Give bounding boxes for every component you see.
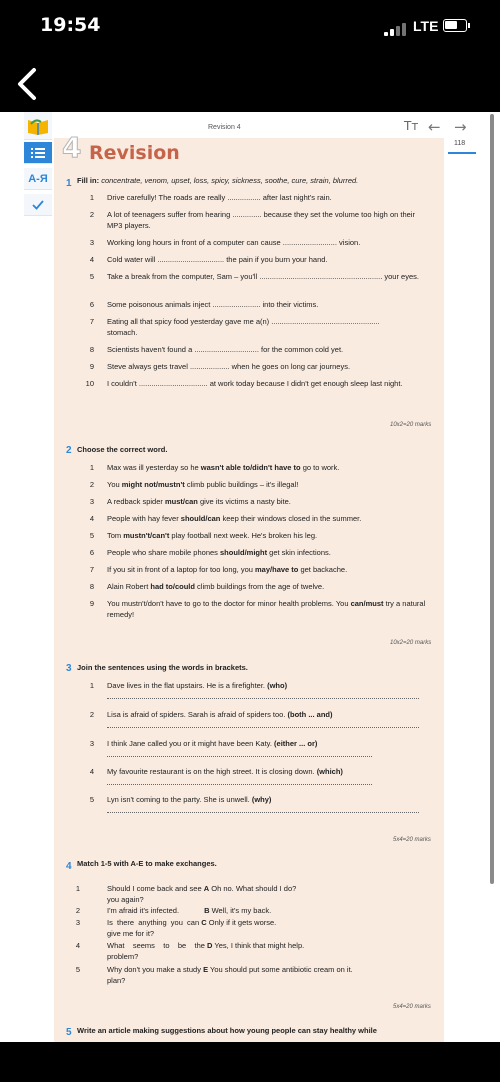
page-number-underline <box>448 152 476 154</box>
arrow-right-icon[interactable]: → <box>454 118 467 136</box>
exercise-item: My favourite restaurant is on the high street. It is closing down. (which) <box>107 767 343 776</box>
exercise-item: You might not/mustn't climb public buildings – it's illegal! <box>107 480 299 489</box>
dictionary-button[interactable]: А-Я <box>24 168 52 190</box>
exercise-item: I think Jane called you or it might have been Katy. (either ... or) <box>107 739 318 748</box>
task-heading <box>77 176 437 185</box>
item-number: 1 <box>89 463 94 472</box>
item-number: 3 <box>89 497 94 506</box>
task-heading: Choose the correct word. <box>77 445 168 454</box>
exercise-item: People who share mobile phones should/might get skin infections. <box>107 548 331 557</box>
page-title: Revision <box>89 142 180 164</box>
exercise-item: Drive carefully! The roads are really ................ after last night's rain. <box>107 193 332 202</box>
status-bar <box>0 0 500 56</box>
nav-bar <box>0 56 500 112</box>
exercise-item: A lot of teenagers suffer from hearing .............. because they set the volume too high on their MP3 players. <box>107 210 415 230</box>
exercise-item: Some poisonous animals inject ....................... into their victims. <box>107 300 319 309</box>
task-instruction: Fill in: <box>77 176 100 185</box>
item-number: 1 <box>75 884 80 893</box>
answer-line[interactable] <box>107 784 372 785</box>
network-label: LTE <box>413 18 439 34</box>
item-number: 6 <box>89 300 94 309</box>
check-icon[interactable] <box>24 194 52 216</box>
item-number: 7 <box>89 317 94 326</box>
exercise-item: Take a break from the computer, Sam – you'll ........................................................... your eyes. <box>107 272 419 281</box>
task-number: 5 <box>66 1027 72 1038</box>
item-number: 3 <box>89 739 94 748</box>
item-number: 5 <box>89 531 94 540</box>
exercise-item: Eating all that spicy food yesterday gave me a(n) .................................................... stomach. <box>107 317 380 337</box>
match-line: Should I come back and see A Oh no. What should I do? <box>107 884 297 893</box>
item-number: 2 <box>89 710 94 719</box>
item-number: 4 <box>89 255 94 264</box>
item-number: 2 <box>89 210 94 219</box>
bottom-bar <box>0 1042 500 1082</box>
match-line: problem? <box>107 952 139 961</box>
exercise-item: If you sit in front of a laptop for too long, you may/have to get backache. <box>107 565 348 574</box>
task-number: 1 <box>66 178 72 189</box>
book-icon[interactable] <box>24 112 52 140</box>
marks-label: 10x2=20 marks <box>390 640 432 646</box>
list-icon[interactable] <box>24 142 52 164</box>
side-toolbar <box>24 112 52 1042</box>
task-number: 2 <box>66 445 72 456</box>
item-number: 5 <box>75 965 80 974</box>
answer-line[interactable] <box>107 756 372 757</box>
signal-icon <box>384 22 410 36</box>
item-number: 9 <box>89 362 94 371</box>
item-number: 1 <box>89 193 94 202</box>
running-header: Revision 4 <box>208 124 241 131</box>
clock: 19:54 <box>40 14 101 36</box>
answer-line[interactable] <box>107 812 419 813</box>
item-number: 9 <box>89 599 94 608</box>
exercise-item: Max was ill yesterday so he wasn't able to/didn't have to go to work. <box>107 463 340 472</box>
match-line: Why don't you make a study E You should put some antibiotic cream on it. <box>107 965 353 974</box>
item-number: 3 <box>75 918 80 927</box>
marks-label: 5x4=20 marks <box>393 1004 431 1010</box>
match-line: Is there anything you can C Only if it gets worse. <box>107 918 277 927</box>
arrow-left-icon[interactable]: ← <box>428 118 441 136</box>
marks-label: 10x2=20 marks <box>390 422 432 428</box>
exercise-item: Dave lives in the flat upstairs. He is a firefighter. (who) <box>107 681 288 690</box>
task-number: 3 <box>66 663 72 674</box>
item-number: 2 <box>89 480 94 489</box>
item-number: 4 <box>75 941 80 950</box>
exercise-item: People with hay fever should/can keep their windows closed in the summer. <box>107 514 362 523</box>
match-line: you again? <box>107 895 144 904</box>
match-line: plan? <box>107 976 126 985</box>
task-heading: Match 1-5 with A-E to make exchanges. <box>77 859 217 868</box>
back-icon[interactable] <box>8 64 48 104</box>
exercise-item: Lyn isn't coming to the party. She is unwell. (why) <box>107 795 272 804</box>
answer-line[interactable] <box>107 698 419 699</box>
textbook-viewer <box>0 112 500 1042</box>
exercise-item: Cold water will ................................ the pain if you burn your hand. <box>107 255 328 264</box>
item-number: 5 <box>89 272 94 281</box>
scrollbar[interactable] <box>490 114 494 884</box>
item-number: 6 <box>89 548 94 557</box>
exercise-item: Steve always gets travel ................... when he goes on long car journeys. <box>107 362 351 371</box>
exercise-item: Scientists haven't found a ............................... for the common cold yet. <box>107 345 344 354</box>
item-number: 10 <box>85 379 94 388</box>
exercise-item: Alain Robert had to/could climb buildings from the age of twelve. <box>107 582 325 591</box>
exercise-item: Working long hours in front of a computer can cause .......................... vision. <box>107 238 361 247</box>
exercise-item: A redback spider must/can give its victims a nasty bite. <box>107 497 291 506</box>
answer-line[interactable] <box>107 727 419 728</box>
unit-number: 4 <box>62 131 82 164</box>
exercise-item: I couldn't ................................. at work today because I didn't get enough sleep last night. <box>107 379 403 388</box>
match-line: I'm afraid it's infected. B Well, it's my back. <box>107 906 272 915</box>
task-number: 4 <box>66 861 72 872</box>
text-size-button[interactable]: Tт <box>404 119 419 133</box>
page-number: 118 <box>454 140 466 147</box>
exercise-item: Tom mustn't/can't play football next week. He's broken his leg. <box>107 531 318 540</box>
task-heading: Join the sentences using the words in brackets. <box>77 663 248 672</box>
item-number: 3 <box>89 238 94 247</box>
item-number: 5 <box>89 795 94 804</box>
match-line: What seems to be the D Yes, I think that might help. <box>107 941 305 950</box>
match-line: give me for it? <box>107 929 155 938</box>
battery-icon <box>443 19 467 32</box>
item-number: 1 <box>89 681 94 690</box>
exercise-item: You mustn't/don't have to go to the doctor for minor health problems. You can/must try a natural remedy! <box>107 599 426 619</box>
task-heading: Write an article making suggestions about how young people can stay healthy while <box>77 1026 377 1035</box>
word-list: concentrate, venom, upset, loss, spicy, sickness, soothe, cure, strain, blurred. <box>101 176 359 185</box>
item-number: 8 <box>89 582 94 591</box>
marks-label: 5x4=20 marks <box>393 837 431 843</box>
item-number: 2 <box>75 906 80 915</box>
exercise-item: Lisa is afraid of spiders. Sarah is afraid of spiders too. (both ... and) <box>107 710 333 719</box>
item-number: 7 <box>89 565 94 574</box>
item-number: 4 <box>89 767 94 776</box>
item-number: 4 <box>89 514 94 523</box>
item-number: 8 <box>89 345 94 354</box>
